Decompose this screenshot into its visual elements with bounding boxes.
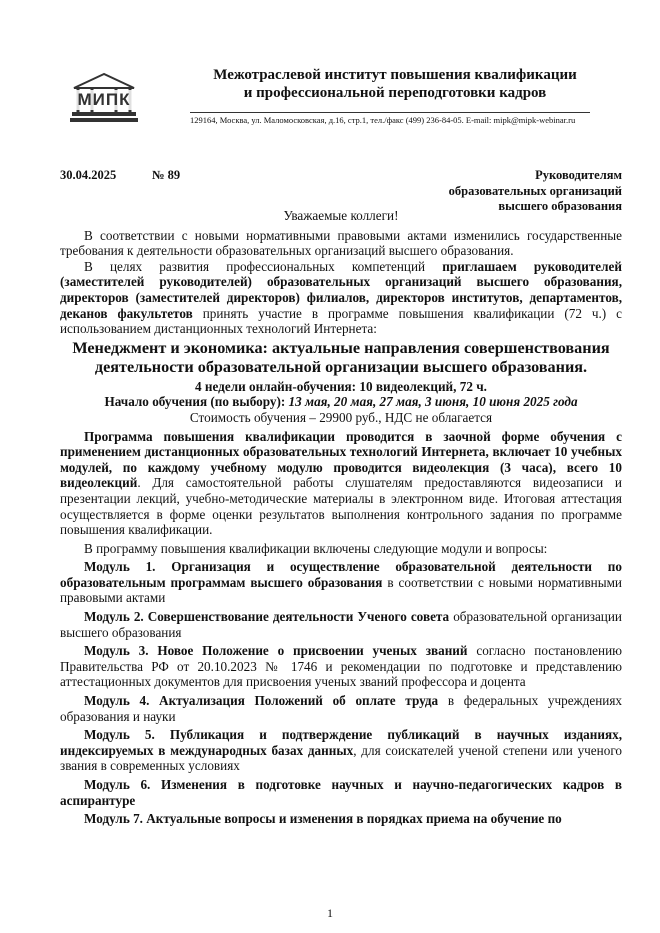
- module-desc: согласно постановлению Правительства РФ от 20.10.2023 № 1746 и рекомендации по подготовке и представлению аттестационных документов для присвоения ученых званий профессора и доцента: [60, 643, 622, 690]
- start-dates: [60, 394, 622, 410]
- program-title: Менеджмент и экономика: актуальные направления совершенствования деятельности образовательной организации высшего образования.: [72, 338, 610, 376]
- module-title: Модуль 6. Изменения в подготовке научных и научно-педагогических кадров в аспирантуре: [60, 777, 622, 808]
- header-divider: [190, 112, 590, 113]
- format-bold: Программа повышения квалификации проводится в заочной форме обучения с применением дистанционных образовательных технологий Интернета, включает 10 учебных модулей, по каждому учебному модулю проводится видеолекция (3 часа), всего 10 видеолекций: [60, 428, 622, 491]
- greeting: Уважаемые коллеги!: [283, 208, 399, 223]
- recipient-line: образовательных организаций: [448, 183, 622, 198]
- paragraph-invitation: [60, 259, 622, 337]
- modules-list: [60, 559, 622, 827]
- module-desc: образовательной организации высшего образования: [60, 609, 622, 640]
- module-title: Модуль 2. Совершенствование деятельности Ученого совета: [84, 609, 450, 625]
- module-title: Модуль 7. Актуальные вопросы и изменения в порядках приема на обучение по: [84, 811, 562, 827]
- start-label: Начало обучения (по выбору):: [104, 394, 289, 410]
- recipient-line: высшего образования: [498, 199, 622, 213]
- format-text: . Для самостоятельной работы слушателям предоставляются видеозаписи и презентации лекций, учебно-методические материалы в электронном виде. Итоговая аттестация осуществляется в форме оценки результатов выполнения контрольного задания по программе повышения квалификации.: [60, 475, 622, 538]
- module-title: Модуль 3. Новое Положение о присвоении ученых званий: [84, 643, 468, 659]
- invitation-audience: приглашаем руководителей (заместителей руководителей) образовательных организаций высшего образования, директоров (заместителей директоров) филиалов, директоров институтов, департаментов, деканов факультетов: [60, 258, 622, 321]
- org-line-2: и профессиональной переподготовки кадров: [243, 85, 547, 101]
- list-item: [60, 727, 622, 774]
- program-duration: 4 недели онлайн-обучения: 10 видеолекций, 72 ч.: [195, 378, 487, 394]
- program-cost: Стоимость обучения – 29900 руб., НДС не облагается: [189, 409, 493, 425]
- list-item: [60, 777, 622, 808]
- letter-body: [60, 208, 622, 830]
- paragraph-regulations: В соответствии с новыми нормативными правовыми актами изменились государственные требования к деятельности образовательных организаций высшего образования.: [60, 227, 622, 259]
- list-item: [60, 643, 622, 690]
- list-item: [60, 811, 622, 827]
- list-item: [60, 559, 622, 606]
- module-desc: в федеральных учреждениях образования и науки: [60, 693, 622, 724]
- organization-name: [150, 66, 640, 102]
- invitation-text-end: принять участие в программе повышения квалификации (72 ч.) с использованием дистанционных технологий Интернета:: [60, 305, 622, 337]
- institute-logo: [70, 72, 138, 130]
- paragraph-format: [60, 429, 622, 538]
- start-dates-list: 13 мая, 20 мая, 27 мая, 3 июня, 10 июня 2025 года: [288, 394, 578, 410]
- letter-number: № 89: [152, 168, 181, 182]
- modules-intro: В программу повышения квалификации включены следующие модули и вопросы:: [84, 540, 548, 556]
- contact-address: 129164, Москва, ул. Маломосковская, д.16, стр.1, тел./факс (499) 236-84-05. E-mail: mipk@mipk-webinar.ru: [190, 115, 576, 125]
- page-number: 1: [327, 906, 333, 920]
- logo-text: МИПК: [70, 90, 138, 110]
- org-line-1: Межотраслевой институт повышения квалификации: [213, 67, 577, 83]
- recipient-line: Руководителям: [535, 168, 622, 182]
- list-item: [60, 609, 622, 640]
- module-desc: , для соискателей ученой степени или ученого звания в современных условиях: [60, 742, 622, 774]
- invitation-text: В целях развития профессиональных компетенций: [84, 258, 443, 274]
- letter-date: 30.04.2025: [60, 168, 117, 182]
- module-title: Модуль 4. Актуализация Положений об оплате труда: [84, 693, 439, 709]
- list-item: [60, 693, 622, 724]
- module-title: Модуль 1. Организация и осуществление образовательной деятельности по образовательным программам высшего образования: [60, 559, 622, 590]
- module-title: Модуль 5. Публикация и подтверждение публикаций в научных изданиях, индексируемых в международных базах данных: [60, 727, 622, 758]
- module-desc: в соответствии с новыми нормативными правовыми актами: [60, 574, 622, 606]
